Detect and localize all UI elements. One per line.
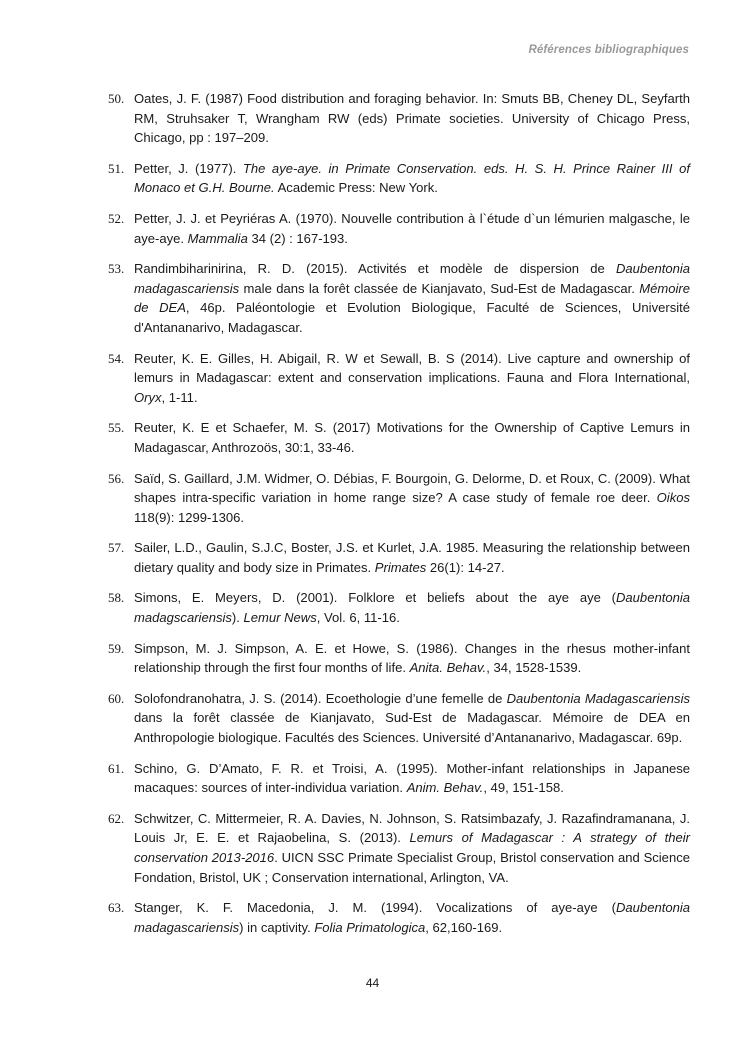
reference-segment: . UICN SSC Primate Specialist Group, Bristol conservation and Science Fondation, Bristol, UK ; Conservation international, Arlington, VA. — [134, 850, 690, 885]
reference-number: 60. — [108, 690, 125, 706]
reference-italic-segment: Anim. Behav. — [406, 780, 484, 796]
reference-text — [134, 811, 690, 885]
reference-segment: Petter, J. (1977). — [134, 160, 243, 176]
reference-segment: Petter, J. J. et Peyriéras A. (1970). Nouvelle contribution à l`étude d`un lémurien malgasche, le aye-aye. — [134, 210, 690, 246]
reference-segment: Solofondranohatra, J. S. (2014). Ecoethologie d’une femelle de — [134, 690, 507, 706]
reference-text — [134, 351, 690, 405]
reference-italic-segment: Oikos — [656, 490, 690, 506]
reference-item — [108, 209, 690, 248]
reference-text — [134, 691, 690, 745]
reference-segment: , 1-11. — [161, 389, 198, 405]
reference-number: 62. — [108, 810, 125, 826]
reference-segment: ) in captivity. — [239, 919, 315, 935]
reference-item — [108, 538, 690, 577]
reference-number: 52. — [108, 210, 125, 226]
reference-segment: Schwitzer, C. Mittermeier, R. A. Davies, N. Johnson, S. Ratsimbazafy, J. Razafindramanana, J. Louis Jr, E. E. et Rajaobelina, S. (2013). — [134, 810, 690, 846]
reference-item — [108, 639, 690, 678]
page-number: 44 — [365, 976, 380, 990]
reference-segment: Saïd, S. Gaillard, J.M. Widmer, O. Débias, F. Bourgoin, G. Delorme, D. et Roux, C. (2009). What shapes intra-specific variation in home range size? A case study of female roe deer. — [134, 470, 690, 506]
reference-item — [108, 259, 690, 337]
reference-italic-segment: Folia Primatologica — [314, 919, 426, 935]
reference-number: 63. — [108, 900, 125, 916]
reference-number: 50. — [108, 91, 125, 106]
reference-segment: Schino, G. D’Amato, F. R. et Troisi, A. (1995). Mother-infant relationships in Japanese macaques: sources of inter-individua variation. — [134, 760, 690, 796]
reference-number: 54. — [108, 350, 125, 366]
reference-segment: Stanger, K. F. Macedonia, J. M. (1994). Vocalizations of aye-aye ( — [134, 900, 616, 916]
reference-item — [108, 159, 690, 198]
reference-italic-segment: The aye-aye. in Primate Conservation. eds. H. S. H. Prince Rainer III of Monaco et G.H. Bourne. — [134, 160, 690, 196]
reference-italic-segment: Mammalia — [187, 230, 248, 246]
reference-number: 59. — [108, 640, 125, 656]
reference-item — [108, 759, 690, 798]
reference-segment: 34 (2) : 167-193. — [247, 230, 348, 246]
reference-italic-segment: Daubentonia madagascariensis — [134, 261, 690, 296]
reference-segment: Reuter, K. E et Schaefer, M. S. (2017) Motivations for the Ownership of Captive Lemurs in Madagascar, Anthrozoös, 30:1, 33-46. — [134, 420, 690, 455]
reference-number: 53. — [108, 261, 125, 277]
reference-item — [108, 418, 690, 457]
reference-item — [108, 809, 690, 887]
reference-text — [134, 161, 690, 196]
reference-italic-segment: Daubentonia madagascariensis — [134, 900, 690, 935]
reference-segment: ). — [231, 610, 244, 626]
reference-number: 61. — [108, 760, 125, 776]
reference-text — [134, 761, 690, 796]
reference-segment: Academic Press: New York. — [274, 180, 438, 196]
reference-text — [134, 900, 690, 935]
reference-italic-segment: Lemurs of Madagascar : A strategy of their conservation 2013-2016 — [134, 830, 690, 865]
reference-segment: Simpson, M. J. Simpson, A. E. et Howe, S. (1986). Changes in the rhesus mother-infant relationship through the first four months of life. — [134, 640, 690, 676]
reference-number: 58. — [108, 590, 125, 606]
reference-text — [134, 590, 690, 625]
reference-text — [134, 471, 690, 525]
reference-segment: Sailer, L.D., Gaulin, S.J.C, Boster, J.S. et Kurlet, J.A. 1985. Measuring the relationship between dietary quality and body size in Primates. — [134, 540, 690, 575]
reference-text — [134, 641, 690, 676]
reference-item — [108, 588, 690, 627]
reference-segment: , 62,160-169. — [425, 919, 503, 935]
running-header: Références bibliographiques — [528, 44, 689, 56]
reference-item — [108, 898, 690, 937]
reference-item — [108, 469, 690, 528]
reference-number: 57. — [108, 540, 125, 556]
reference-segment: , 34, 1528-1539. — [486, 660, 582, 676]
reference-text — [134, 211, 690, 246]
reference-italic-segment: Anita. Behav. — [409, 660, 487, 676]
reference-item — [108, 689, 690, 748]
reference-italic-segment: Primates — [374, 559, 427, 575]
reference-number: 55. — [108, 420, 125, 436]
reference-italic-segment: Lemur News — [243, 610, 317, 626]
reference-text — [134, 540, 690, 575]
reference-list — [108, 89, 690, 948]
reference-italic-segment: Mémoire de DEA — [134, 280, 690, 316]
reference-number: 51. — [108, 160, 125, 176]
reference-segment: Randimbiharinirina, R. D. (2015). Activités et modèle de dispersion de — [134, 261, 616, 277]
reference-segment: Simons, E. Meyers, D. (2001). Folklore et beliefs about the aye aye ( — [134, 590, 616, 606]
reference-segment: Oates, J. F. (1987) Food distribution and foraging behavior. In: Smuts BB, Cheney DL, Seyfarth RM, Struhsaker T, Wrangham RW (eds) Primate societies. University of Chicago Press, Chicago, pp : 197–209. — [134, 91, 690, 146]
reference-text — [134, 91, 690, 145]
reference-segment: , 49, 151-158. — [483, 780, 564, 796]
reference-italic-segment: Daubentonia madagscariensis — [134, 590, 690, 626]
reference-segment: 118(9): 1299-1306. — [134, 509, 245, 525]
reference-item — [108, 89, 690, 148]
reference-segment: male dans la forêt classée de Kianjavato, Sud-Est de Madagascar. — [239, 280, 640, 296]
reference-item — [108, 349, 690, 408]
reference-number: 56. — [108, 470, 125, 486]
reference-segment: Reuter, K. E. Gilles, H. Abigail, R. W et Sewall, B. S (2014). Live capture and ownership of lemurs in Madagascar: extent and conservation implications. Fauna and Flora International, — [134, 350, 690, 386]
reference-text — [134, 420, 690, 455]
reference-italic-segment: Oryx — [134, 389, 162, 405]
reference-segment: dans la forêt classée de Kianjavato, Sud-Est de Madagascar. Mémoire de DEA en Anthropologie biologique. Facultés des Sciences. Université d’Antananarivo, Madagascar. 69p. — [134, 710, 690, 746]
reference-segment: , Vol. 6, 11-16. — [316, 610, 400, 626]
reference-segment: , 46p. Paléontologie et Evolution Biologique, Faculté de Sciences, Université d'Antananarivo, Madagascar. — [134, 300, 690, 335]
reference-segment: 26(1): 14-27. — [426, 559, 505, 575]
reference-text — [134, 261, 690, 335]
reference-italic-segment: Daubentonia Madagascariensis — [506, 690, 690, 706]
